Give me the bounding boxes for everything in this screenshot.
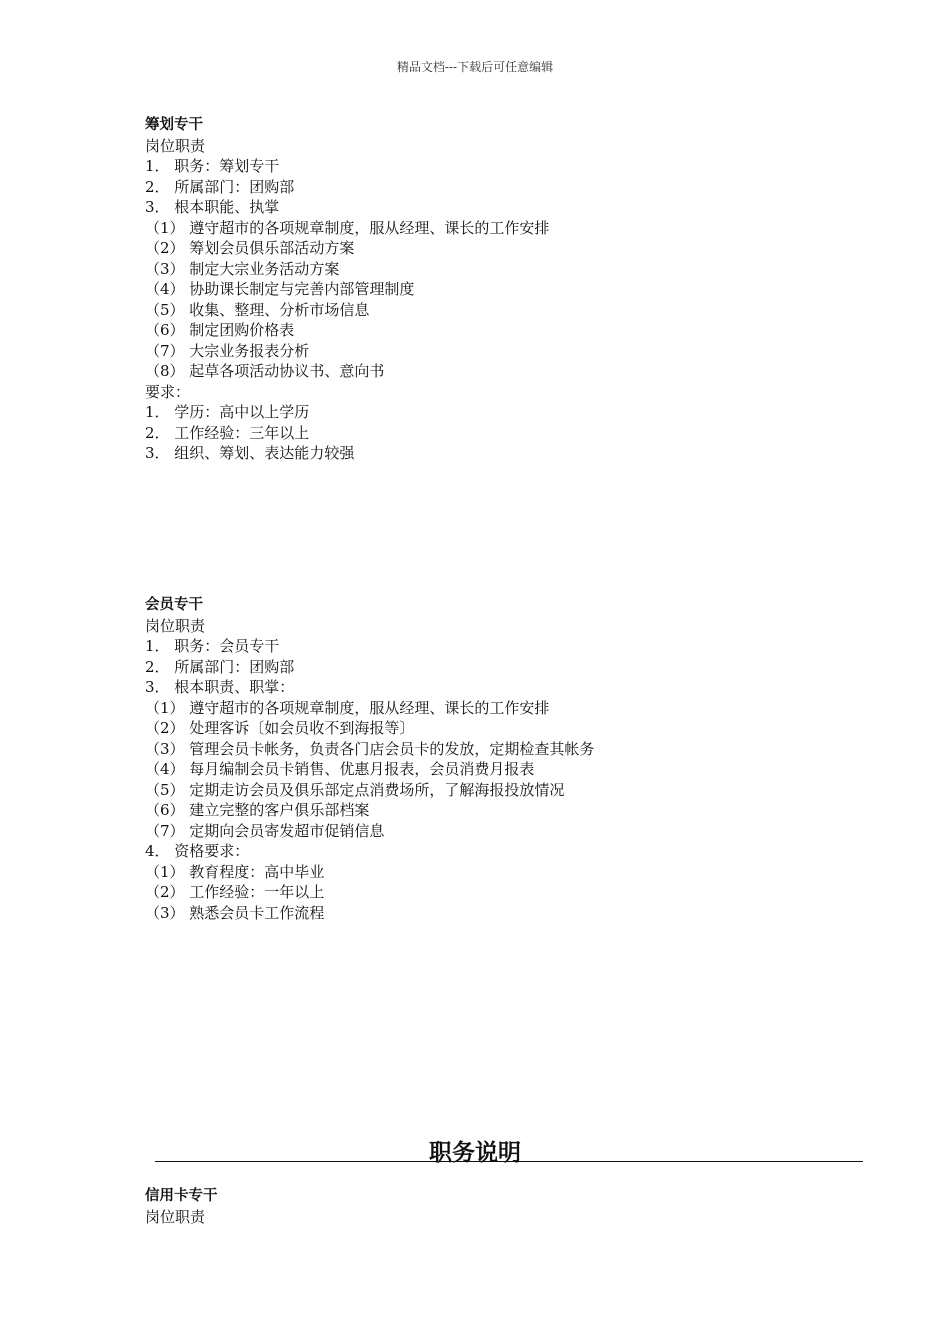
text-line: 2． 所属部门：团购部 — [145, 177, 295, 196]
text-line: （4） 每月编制会员卡销售、优惠月报表，会员消费月报表 — [145, 760, 535, 778]
text-line: （3） 管理会员卡帐务，负责各门店会员卡的发放，定期检查其帐务 — [145, 739, 595, 758]
text-line: 1． 职务：会员专干 — [145, 637, 280, 655]
document-heading: 职务说明 — [429, 1140, 521, 1166]
text-line: （1） 遵守超市的各项规章制度，服从经理、课长的工作安排 — [145, 218, 550, 237]
text-line: 岗位职责 — [145, 616, 206, 635]
heading-rule — [155, 1161, 863, 1162]
text-line: （8） 起草各项活动协议书、意向书 — [145, 362, 385, 380]
section-credit-card-officer — [145, 1186, 865, 1227]
section-member-officer — [145, 595, 865, 923]
text-line: （1） 教育程度：高中毕业 — [145, 862, 325, 881]
text-line: 3． 根本职责、职掌： — [145, 678, 295, 696]
text-line: （2） 工作经验：一年以上 — [145, 883, 325, 901]
text-line: （2） 筹划会员俱乐部活动方案 — [145, 239, 355, 257]
text-line: 4． 资格要求： — [145, 842, 250, 860]
page-header: 精品文档---下载后可任意编辑 — [396, 60, 554, 74]
section-lines — [145, 616, 865, 924]
text-line: （4） 协助课长制定与完善内部管理制度 — [145, 280, 415, 298]
text-line: （7） 定期向会员寄发超市促销信息 — [145, 821, 385, 840]
text-line: （6） 建立完整的客户俱乐部档案 — [145, 801, 370, 819]
text-line: （6） 制定团购价格表 — [145, 321, 295, 339]
text-line: 3． 根本职能、执掌 — [145, 198, 280, 216]
section-lines — [145, 1207, 865, 1228]
section-lines — [145, 136, 865, 464]
text-line: 2． 所属部门：团购部 — [145, 657, 295, 676]
text-line: （5） 定期走访会员及俱乐部定点消费场所，了解海报投放情况 — [145, 780, 565, 799]
text-line: （5） 收集、整理、分析市场信息 — [145, 300, 370, 319]
text-line: 1． 职务：筹划专干 — [145, 157, 280, 175]
text-line: 1． 学历：高中以上学历 — [145, 403, 310, 421]
text-line: （3） 制定大宗业务活动方案 — [145, 259, 340, 278]
section-title: 筹划专干 — [145, 117, 203, 133]
text-line: 岗位职责 — [145, 1207, 206, 1226]
section-title: 会员专干 — [145, 597, 203, 613]
text-line: （2） 处理客诉〔如会员收不到海报等〕 — [145, 719, 415, 737]
text-line: （1） 遵守超市的各项规章制度，服从经理、课长的工作安排 — [145, 698, 550, 717]
text-line: 2． 工作经验：三年以上 — [145, 423, 310, 442]
text-line: 要求： — [145, 382, 191, 401]
section-title: 信用卡专干 — [145, 1188, 218, 1204]
section-planning-officer — [145, 115, 865, 464]
text-line: 3． 组织、筹划、表达能力较强 — [145, 444, 355, 462]
text-line: （3） 熟悉会员卡工作流程 — [145, 903, 325, 922]
text-line: 岗位职责 — [145, 136, 206, 155]
text-line: （7） 大宗业务报表分析 — [145, 341, 310, 360]
